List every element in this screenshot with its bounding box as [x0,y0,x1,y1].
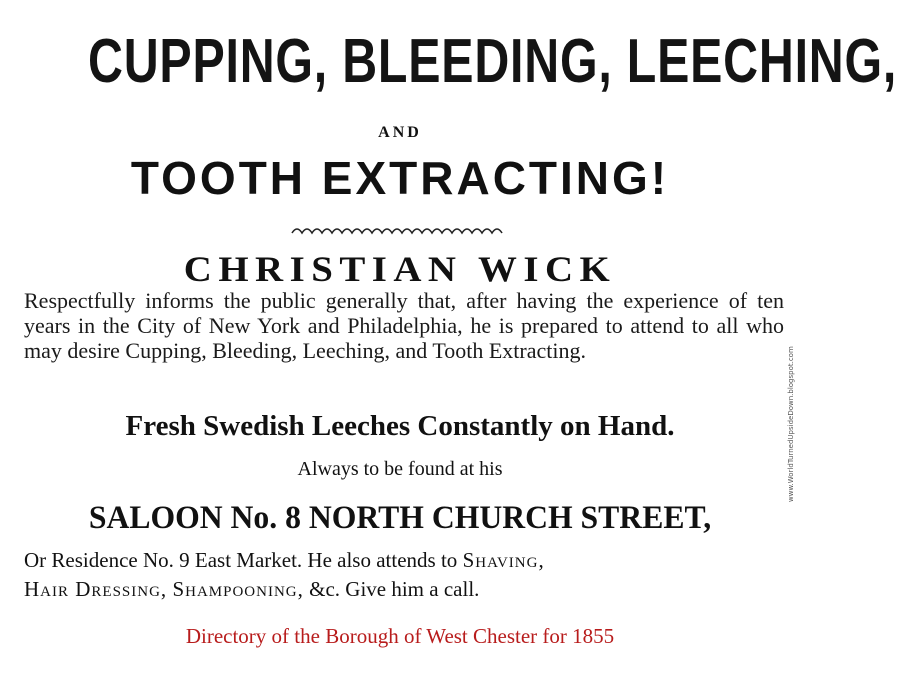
proprietor-name: CHRISTIAN WICK [183,249,617,289]
saloon-address: SALOON No. 8 NORTH CHURCH STREET, [88,500,712,536]
residence-text: Or Residence No. 9 East Market. He also attends to [24,548,463,572]
announcement-paragraph: Respectfully informs the public generally that, after having the experience of ten years in the City of New York and Philadelphia, he is prepared to attend to all who may desire Cupping, Bleeding, Leeching, and Tooth Extracting. [24,288,784,363]
closing-text: &c. Give him a call. [303,577,480,601]
location-intro: Always to be found at his [297,458,503,480]
headline: CUPPING, BLEEDING, LEECHING, [88,27,897,96]
hair-dressing-service: Hair Dressing, [24,577,168,601]
services-line [24,576,784,602]
shampooing-service: Shampooning, [172,577,304,601]
and-line: AND [378,124,422,141]
residence-line [24,547,784,573]
leeches-notice: Fresh Swedish Leeches Constantly on Hand. [125,410,675,442]
tooth-extracting-heading: TOOTH EXTRACTING! [130,152,670,204]
wavy-rule-icon [290,225,510,237]
blog-watermark: www.WorldTurnedUpsideDown.blogspot.com [787,346,795,502]
source-caption: Directory of the Borough of West Chester for 1855 [185,624,615,648]
ornamental-divider [0,224,800,242]
shaving-service: Shaving, [462,548,545,572]
